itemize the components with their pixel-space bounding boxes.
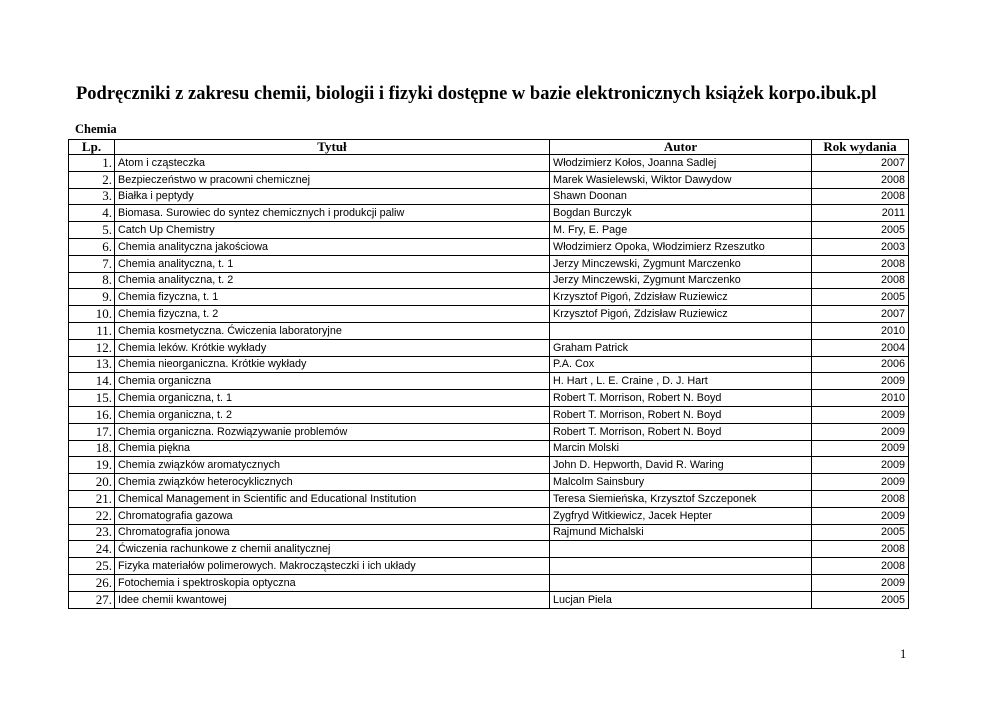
books-table <box>68 139 909 609</box>
cell-year: 2010 <box>812 322 909 339</box>
cell-year: 2009 <box>812 423 909 440</box>
cell-year: 2009 <box>812 373 909 390</box>
cell-lp: 19. <box>69 457 115 474</box>
cell-year: 2005 <box>812 524 909 541</box>
cell-title: Chemical Management in Scientific and Educational Institution <box>115 490 550 507</box>
cell-title: Atom i cząsteczka <box>115 155 550 172</box>
table-row <box>69 322 909 339</box>
cell-year: 2008 <box>812 255 909 272</box>
cell-author: Shawn Doonan <box>550 188 812 205</box>
cell-title: Chemia piękna <box>115 440 550 457</box>
table-row <box>69 457 909 474</box>
cell-year: 2005 <box>812 591 909 608</box>
cell-lp: 17. <box>69 423 115 440</box>
cell-lp: 27. <box>69 591 115 608</box>
cell-author: Rajmund Michalski <box>550 524 812 541</box>
table-row <box>69 171 909 188</box>
table-row <box>69 558 909 575</box>
cell-title: Idee chemii kwantowej <box>115 591 550 608</box>
cell-author: Marek Wasielewski, Wiktor Dawydow <box>550 171 812 188</box>
table-row <box>69 406 909 423</box>
cell-lp: 6. <box>69 238 115 255</box>
cell-author: Teresa Siemieńska, Krzysztof Szczeponek <box>550 490 812 507</box>
cell-lp: 11. <box>69 322 115 339</box>
table-row <box>69 474 909 491</box>
cell-author: Włodzimierz Kołos, Joanna Sadlej <box>550 155 812 172</box>
cell-title: Chemia organiczna, t. 2 <box>115 406 550 423</box>
table-row <box>69 574 909 591</box>
cell-year: 2008 <box>812 188 909 205</box>
cell-lp: 8. <box>69 272 115 289</box>
cell-lp: 24. <box>69 541 115 558</box>
table-row <box>69 373 909 390</box>
cell-author: Jerzy Minczewski, Zygmunt Marczenko <box>550 255 812 272</box>
cell-author: Robert T. Morrison, Robert N. Boyd <box>550 406 812 423</box>
cell-year: 2003 <box>812 238 909 255</box>
cell-author: Jerzy Minczewski, Zygmunt Marczenko <box>550 272 812 289</box>
cell-title: Fotochemia i spektroskopia optyczna <box>115 574 550 591</box>
cell-lp: 1. <box>69 155 115 172</box>
cell-title: Chemia fizyczna, t. 2 <box>115 306 550 323</box>
cell-lp: 26. <box>69 574 115 591</box>
cell-author: Marcin Molski <box>550 440 812 457</box>
cell-lp: 9. <box>69 289 115 306</box>
cell-title: Bezpieczeństwo w pracowni chemicznej <box>115 171 550 188</box>
cell-lp: 3. <box>69 188 115 205</box>
cell-author: Zygfryd Witkiewicz, Jacek Hepter <box>550 507 812 524</box>
table-row <box>69 507 909 524</box>
cell-title: Chromatografia gazowa <box>115 507 550 524</box>
column-header-title: Tytuł <box>115 140 550 155</box>
cell-year: 2011 <box>812 205 909 222</box>
cell-lp: 4. <box>69 205 115 222</box>
cell-year: 2008 <box>812 272 909 289</box>
cell-author: H. Hart , L. E. Craine , D. J. Hart <box>550 373 812 390</box>
cell-title: Białka i peptydy <box>115 188 550 205</box>
cell-title: Fizyka materiałów polimerowych. Makrocząsteczki i ich układy <box>115 558 550 575</box>
cell-author: M. Fry, E. Page <box>550 222 812 239</box>
section-heading: Chemia <box>75 122 117 136</box>
table-row <box>69 339 909 356</box>
cell-lp: 7. <box>69 255 115 272</box>
page-number: 1 <box>900 647 907 661</box>
cell-title: Chemia analityczna jakościowa <box>115 238 550 255</box>
cell-year: 2010 <box>812 390 909 407</box>
cell-lp: 15. <box>69 390 115 407</box>
column-header-lp: Lp. <box>69 140 115 155</box>
cell-year: 2008 <box>812 171 909 188</box>
cell-title: Chemia analityczna, t. 1 <box>115 255 550 272</box>
cell-lp: 20. <box>69 474 115 491</box>
cell-title: Chemia leków. Krótkie wykłady <box>115 339 550 356</box>
cell-title: Chromatografia jonowa <box>115 524 550 541</box>
table-row <box>69 390 909 407</box>
cell-year: 2007 <box>812 306 909 323</box>
table-row <box>69 289 909 306</box>
cell-author: Robert T. Morrison, Robert N. Boyd <box>550 423 812 440</box>
cell-author: Graham Patrick <box>550 339 812 356</box>
cell-author: Robert T. Morrison, Robert N. Boyd <box>550 390 812 407</box>
cell-title: Chemia kosmetyczna. Ćwiczenia laboratoryjne <box>115 322 550 339</box>
cell-lp: 21. <box>69 490 115 507</box>
cell-lp: 5. <box>69 222 115 239</box>
table-header-row <box>69 140 909 155</box>
cell-year: 2004 <box>812 339 909 356</box>
cell-year: 2008 <box>812 541 909 558</box>
cell-year: 2005 <box>812 222 909 239</box>
cell-title: Ćwiczenia rachunkowe z chemii analitycznej <box>115 541 550 558</box>
cell-author: Krzysztof Pigoń, Zdzisław Ruziewicz <box>550 306 812 323</box>
cell-title: Chemia związków aromatycznych <box>115 457 550 474</box>
cell-lp: 18. <box>69 440 115 457</box>
cell-author: Lucjan Piela <box>550 591 812 608</box>
page-title: Podręczniki z zakresu chemii, biologii i fizyki dostępne w bazie elektronicznych książek korpo.ibuk.pl <box>76 84 877 104</box>
cell-year: 2009 <box>812 406 909 423</box>
cell-title: Chemia analityczna, t. 2 <box>115 272 550 289</box>
cell-year: 2007 <box>812 155 909 172</box>
cell-year: 2009 <box>812 507 909 524</box>
table-row <box>69 591 909 608</box>
table-row <box>69 255 909 272</box>
cell-lp: 22. <box>69 507 115 524</box>
cell-title: Chemia fizyczna, t. 1 <box>115 289 550 306</box>
cell-year: 2009 <box>812 574 909 591</box>
table-row <box>69 524 909 541</box>
cell-author <box>550 574 812 591</box>
table-row <box>69 306 909 323</box>
table-row <box>69 205 909 222</box>
table-row <box>69 423 909 440</box>
table-row <box>69 490 909 507</box>
cell-title: Biomasa. Surowiec do syntez chemicznych i produkcji paliw <box>115 205 550 222</box>
cell-year: 2009 <box>812 440 909 457</box>
cell-title: Chemia nieorganiczna. Krótkie wykłady <box>115 356 550 373</box>
cell-lp: 16. <box>69 406 115 423</box>
cell-author: Włodzimierz Opoka, Włodzimierz Rzeszutko <box>550 238 812 255</box>
cell-title: Chemia związków heterocyklicznych <box>115 474 550 491</box>
cell-author: P.A. Cox <box>550 356 812 373</box>
cell-year: 2008 <box>812 490 909 507</box>
column-header-year: Rok wydania <box>812 140 909 155</box>
table-row <box>69 541 909 558</box>
cell-author <box>550 541 812 558</box>
table-row <box>69 272 909 289</box>
cell-author: Malcolm Sainsbury <box>550 474 812 491</box>
cell-lp: 10. <box>69 306 115 323</box>
cell-title: Chemia organiczna. Rozwiązywanie problemów <box>115 423 550 440</box>
cell-year: 2006 <box>812 356 909 373</box>
cell-year: 2009 <box>812 474 909 491</box>
cell-title: Chemia organiczna <box>115 373 550 390</box>
cell-lp: 25. <box>69 558 115 575</box>
cell-lp: 12. <box>69 339 115 356</box>
cell-author: John D. Hepworth, David R. Waring <box>550 457 812 474</box>
table-row <box>69 440 909 457</box>
table-row <box>69 238 909 255</box>
cell-lp: 14. <box>69 373 115 390</box>
cell-lp: 2. <box>69 171 115 188</box>
table-row <box>69 188 909 205</box>
cell-author <box>550 558 812 575</box>
cell-year: 2008 <box>812 558 909 575</box>
cell-title: Chemia organiczna, t. 1 <box>115 390 550 407</box>
table-row <box>69 356 909 373</box>
table-row <box>69 222 909 239</box>
cell-author: Krzysztof Pigoń, Zdzisław Ruziewicz <box>550 289 812 306</box>
table-row <box>69 155 909 172</box>
cell-author: Bogdan Burczyk <box>550 205 812 222</box>
column-header-author: Autor <box>550 140 812 155</box>
cell-year: 2005 <box>812 289 909 306</box>
cell-author <box>550 322 812 339</box>
cell-lp: 23. <box>69 524 115 541</box>
cell-year: 2009 <box>812 457 909 474</box>
cell-lp: 13. <box>69 356 115 373</box>
cell-title: Catch Up Chemistry <box>115 222 550 239</box>
